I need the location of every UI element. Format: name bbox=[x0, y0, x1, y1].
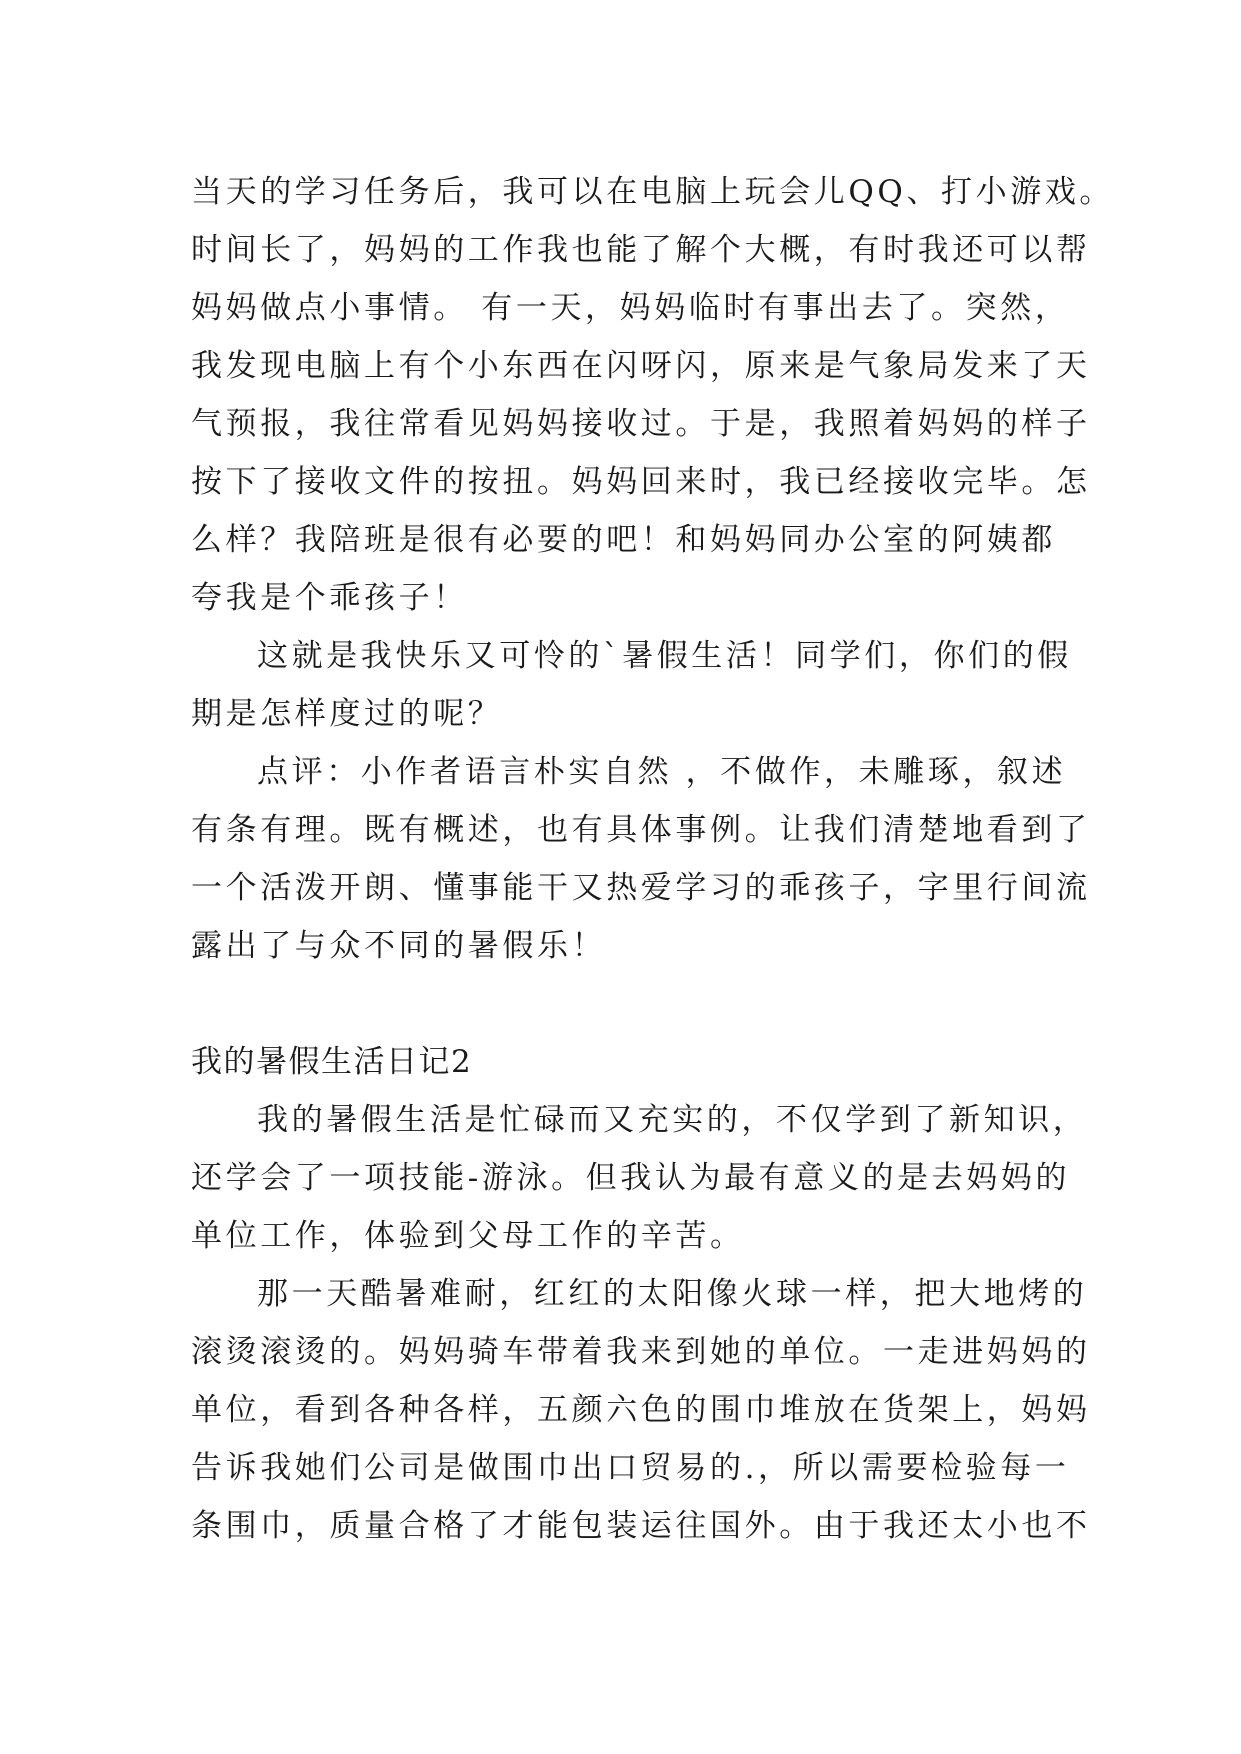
section-heading: 我的暑假生活日记2 bbox=[191, 1044, 473, 1080]
paragraph-line: 告诉我她们公司是做围巾出口贸易的.，所以需要检验每一 bbox=[191, 1450, 1070, 1486]
paragraph-line: 时间长了，妈妈的工作我也能了解个大概，有时我还可以帮 bbox=[191, 232, 1091, 268]
paragraph-line: 那一天酷暑难耐，红红的太阳像火球一样，把大地烤的 bbox=[257, 1276, 1088, 1312]
paragraph-line: 有条有理。既有概述，也有具体事例。让我们清楚地看到了 bbox=[191, 812, 1091, 848]
paragraph-line: 单位，看到各种各样，五颜六色的围巾堆放在货架上，妈妈 bbox=[191, 1392, 1091, 1428]
paragraph-line: 条围巾，质量合格了才能包装运往国外。由于我还太小也不 bbox=[191, 1508, 1091, 1544]
paragraph-line: 滚烫滚烫的。妈妈骑车带着我来到她的单位。一走进妈妈的 bbox=[191, 1334, 1091, 1370]
paragraph-line: 露出了与众不同的暑假乐！ bbox=[191, 928, 607, 964]
paragraph-line: 气预报，我往常看见妈妈接收过。于是，我照着妈妈的样子 bbox=[191, 406, 1091, 442]
paragraph-line: 点评：小作者语言朴实自然 ，不做作，未雕琢，叙述 bbox=[257, 754, 1067, 790]
paragraph-line: 按下了接收文件的按扭。妈妈回来时，我已经接收完毕。怎 bbox=[191, 464, 1091, 500]
paragraph-line: 么样？我陪班是很有必要的吧！和妈妈同办公室的阿姨都 bbox=[191, 522, 1056, 558]
paragraph-line: 这就是我快乐又可怜的`暑假生活！同学们，你们的假 bbox=[257, 638, 1072, 674]
paragraph-line: 我发现电脑上有个小东西在闪呀闪，原来是气象局发来了天 bbox=[191, 348, 1091, 384]
paragraph-line: 还学会了一项技能-游泳。但我认为最有意义的是去妈妈的 bbox=[191, 1160, 1071, 1196]
paragraph-line: 我的暑假生活是忙碌而又充实的，不仅学到了新知识， bbox=[257, 1102, 1088, 1138]
paragraph-line: 夸我是个乖孩子！ bbox=[191, 580, 468, 616]
paragraph-line: 期是怎样度过的呢？ bbox=[191, 696, 503, 732]
paragraph-line: 单位工作，体验到父母工作的辛苦。 bbox=[191, 1218, 745, 1254]
paragraph-line: 一个活泼开朗、懂事能干又热爱学习的乖孩子，字里行间流 bbox=[191, 870, 1091, 906]
paragraph-line: 妈妈做点小事情。 有一天，妈妈临时有事出去了。突然， bbox=[191, 290, 1070, 326]
paragraph-line: 当天的学习任务后，我可以在电脑上玩会儿QQ、打小游戏。 bbox=[191, 174, 1115, 210]
